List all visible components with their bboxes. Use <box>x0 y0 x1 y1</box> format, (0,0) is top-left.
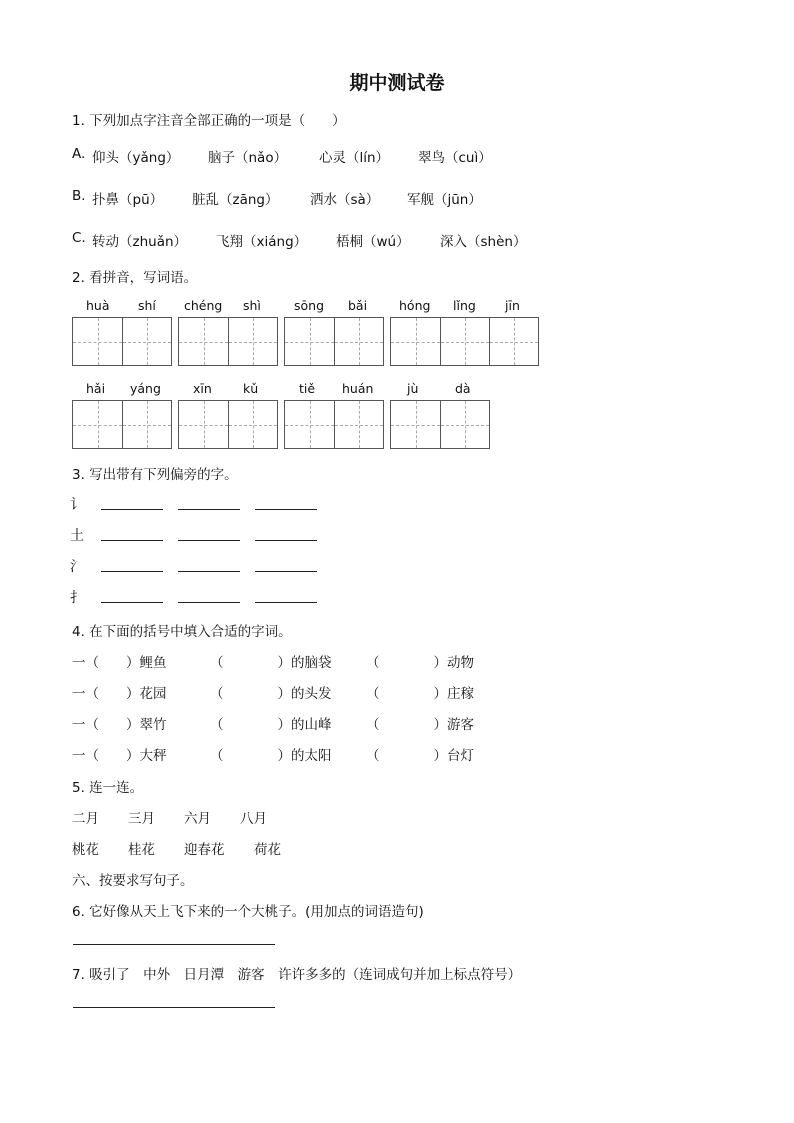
answer-blank[interactable] <box>255 571 317 572</box>
pinyin-label: dà <box>455 381 471 396</box>
month-item[interactable]: 三月 <box>128 811 155 827</box>
pinyin-label: shí <box>138 298 156 313</box>
pinyin-label: jīn <box>505 298 520 313</box>
fill-item[interactable]: （ ）的太阳 <box>210 748 332 764</box>
question-7-stem: 7. 吸引了 中外 日月潭 游客 许许多多的（连词成句并加上标点符号） <box>72 967 522 983</box>
pinyin-label: jù <box>407 381 419 396</box>
fill-item[interactable]: 一（ ）大秤 <box>72 748 167 764</box>
flower-item[interactable]: 迎春花 <box>184 842 225 858</box>
flower-item[interactable]: 桃花 <box>72 842 99 858</box>
fill-item[interactable]: 一（ ）翠竹 <box>72 717 167 733</box>
fill-item[interactable]: （ ）庄稼 <box>366 686 474 702</box>
q1-option-b-item: 脏乱（zāng） <box>192 192 279 208</box>
q1-option-c-item: 梧桐（wú） <box>336 234 410 250</box>
q1-option-a-label: A. <box>72 146 86 162</box>
fill-item[interactable]: （ ）的脑袋 <box>210 655 332 671</box>
pinyin-label: hóng <box>399 298 431 313</box>
pinyin-label: xīn <box>193 381 212 396</box>
q1-option-b-item: 洒水（sà） <box>310 192 380 208</box>
writing-grid[interactable] <box>178 317 278 366</box>
section-6-heading: 六、按要求写句子。 <box>72 873 194 889</box>
page-title: 期中测试卷 <box>349 72 445 94</box>
question-4-stem: 4. 在下面的括号中填入合适的字词。 <box>72 624 292 640</box>
pinyin-label: chéng <box>184 298 223 313</box>
writing-grid[interactable] <box>72 400 172 449</box>
flower-item[interactable]: 桂花 <box>128 842 155 858</box>
pinyin-label: huà <box>86 298 110 313</box>
pinyin-label: yáng <box>130 381 161 396</box>
pinyin-label: tiě <box>299 381 316 396</box>
answer-line[interactable] <box>73 1007 275 1008</box>
answer-blank[interactable] <box>101 540 163 541</box>
answer-blank[interactable] <box>101 571 163 572</box>
fill-item[interactable]: （ ）的山峰 <box>210 717 332 733</box>
writing-grid[interactable] <box>390 317 539 366</box>
answer-blank[interactable] <box>178 540 240 541</box>
answer-blank[interactable] <box>101 602 163 603</box>
question-5-stem: 5. 连一连。 <box>72 780 144 796</box>
writing-grid[interactable] <box>178 400 278 449</box>
pinyin-label: kǔ <box>243 381 259 396</box>
answer-blank[interactable] <box>255 602 317 603</box>
q1-option-a-item: 心灵（lín） <box>319 150 390 166</box>
question-6-stem: 6. 它好像从天上飞下来的一个大桃子。(用加点的词语造句) <box>72 904 424 920</box>
writing-grid[interactable] <box>72 317 172 366</box>
answer-blank[interactable] <box>255 509 317 510</box>
q1-option-c-item: 深入（shèn） <box>440 234 527 250</box>
fill-item[interactable]: 一（ ）花园 <box>72 686 167 702</box>
q1-option-c-item: 转动（zhuǎn） <box>92 234 188 250</box>
radical-label: 讠 <box>70 497 84 513</box>
answer-blank[interactable] <box>178 571 240 572</box>
radical-label: 氵 <box>70 559 84 575</box>
month-item[interactable]: 八月 <box>240 811 267 827</box>
answer-blank[interactable] <box>178 602 240 603</box>
radical-label: 土 <box>70 528 84 544</box>
q1-option-a-item: 仰头（yǎng） <box>92 150 180 166</box>
pinyin-label: lǐng <box>453 298 476 313</box>
q1-option-c-label: C. <box>72 230 86 246</box>
q1-option-b-label: B. <box>72 188 86 204</box>
pinyin-label: bǎi <box>348 298 368 313</box>
pinyin-label: sōng <box>294 298 325 313</box>
pinyin-label: huán <box>342 381 374 396</box>
writing-grid[interactable] <box>284 400 384 449</box>
writing-grid[interactable] <box>390 400 490 449</box>
answer-line[interactable] <box>73 944 275 945</box>
answer-blank[interactable] <box>255 540 317 541</box>
pinyin-label: shì <box>243 298 261 313</box>
q1-option-b-item: 军舰（jūn） <box>407 192 482 208</box>
flower-item[interactable]: 荷花 <box>254 842 281 858</box>
fill-item[interactable]: （ ）游客 <box>366 717 474 733</box>
month-item[interactable]: 六月 <box>184 811 211 827</box>
answer-blank[interactable] <box>101 509 163 510</box>
radical-label: 扌 <box>70 590 84 606</box>
question-3-stem: 3. 写出带有下列偏旁的字。 <box>72 467 238 483</box>
question-1-stem: 1. 下列加点字注音全部正确的一项是（ ） <box>72 113 346 129</box>
pinyin-label: hǎi <box>86 381 106 396</box>
fill-item[interactable]: （ ）动物 <box>366 655 474 671</box>
q1-option-b-item: 扑鼻（pū） <box>92 192 164 208</box>
fill-item[interactable]: （ ）台灯 <box>366 748 474 764</box>
month-item[interactable]: 二月 <box>72 811 99 827</box>
writing-grid[interactable] <box>284 317 384 366</box>
q1-option-a-item: 翠鸟（cuì） <box>418 150 492 166</box>
fill-item[interactable]: （ ）的头发 <box>210 686 332 702</box>
q1-option-c-item: 飞翔（xiáng） <box>216 234 308 250</box>
q1-option-a-item: 脑子（nǎo） <box>208 150 288 166</box>
fill-item[interactable]: 一（ ）鲤鱼 <box>72 655 167 671</box>
answer-blank[interactable] <box>178 509 240 510</box>
question-2-stem: 2. 看拼音，写词语。 <box>72 270 198 286</box>
